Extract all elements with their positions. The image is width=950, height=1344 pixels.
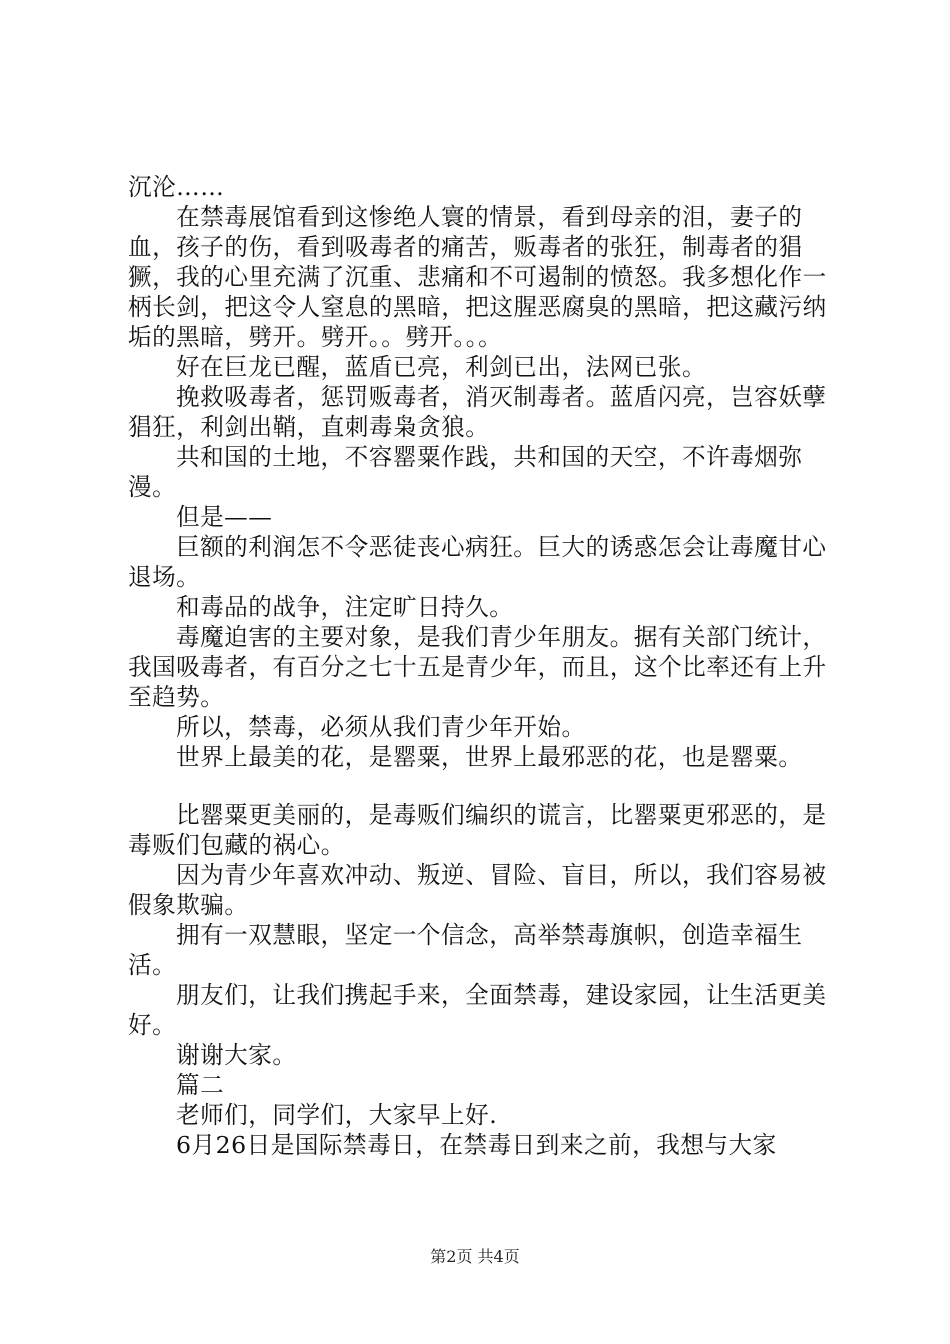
- paragraph-9: 所以，禁毒，必须从我们青少年开始。: [176, 713, 586, 741]
- paragraph-8: 毒魔迫害的主要对象，是我们青少年朋友。据有关部门统计，我国吸毒者，有百分之七十五是青少年，而且，这个比率还有上升至趋势。: [128, 623, 827, 711]
- paragraph-4: 共和国的土地，不容罂粟作践，共和国的天空，不许毒烟弥漫。: [128, 443, 803, 501]
- paragraph-5: 但是——: [176, 503, 273, 531]
- paragraph-16: 篇二: [176, 1071, 225, 1099]
- paragraph-2: 好在巨龙已醒，蓝盾已亮，利剑已出，法网已张。: [176, 353, 707, 381]
- paragraph-15: 谢谢大家。: [176, 1041, 297, 1069]
- paragraph-6: 巨额的利润怎不令恶徒丧心病狂。巨大的诱惑怎会让毒魔甘心退场。: [128, 533, 827, 591]
- paragraph-gap: [128, 772, 848, 800]
- paragraph-18: 6月26日是国际禁毒日，在禁毒日到来之前，我想与大家: [176, 1131, 777, 1159]
- page-number-label: 第2页 共4页: [430, 1247, 520, 1266]
- paragraph-12: 因为青少年喜欢冲动、叛逆、冒险、盲目，所以，我们容易被假象欺骗。: [128, 861, 827, 919]
- paragraph-1: 在禁毒展馆看到这惨绝人寰的情景，看到母亲的泪，妻子的血，孩子的伤，看到吸毒者的痛苦，贩毒者的张狂，制毒者的猖獗，我的心里充满了沉重、悲痛和不可遏制的愤怒。我多想化作一柄长剑，把这令人窒息的黑暗，把这腥恶腐臭的黑暗，把这藏污纳垢的黑暗，劈开。劈开。。劈开。。。: [128, 203, 827, 351]
- paragraph-11: 比罂粟更美丽的，是毒贩们编织的谎言，比罂粟更邪恶的，是毒贩们包藏的祸心。: [128, 801, 827, 859]
- page-footer: [0, 1244, 950, 1267]
- paragraph-14: 朋友们，让我们携起手来，全面禁毒，建设家园，让生活更美好。: [128, 981, 827, 1039]
- paragraph-13: 拥有一双慧眼，坚定一个信念，高举禁毒旗帜，创造幸福生活。: [128, 921, 803, 979]
- paragraph-0: 沉沦……: [128, 173, 225, 201]
- paragraph-7: 和毒品的战争，注定旷日持久。: [176, 593, 514, 621]
- paragraph-17: 老师们，同学们，大家早上好.: [176, 1101, 498, 1129]
- paragraph-3: 挽救吸毒者，惩罚贩毒者，消灭制毒者。蓝盾闪亮，岂容妖孽猖狂，利剑出鞘，直刺毒枭贪狼。: [128, 383, 827, 441]
- paragraph-10: 世界上最美的花，是罂粟，世界上最邪恶的花，也是罂粟。: [176, 743, 803, 771]
- document-body: [128, 172, 848, 1160]
